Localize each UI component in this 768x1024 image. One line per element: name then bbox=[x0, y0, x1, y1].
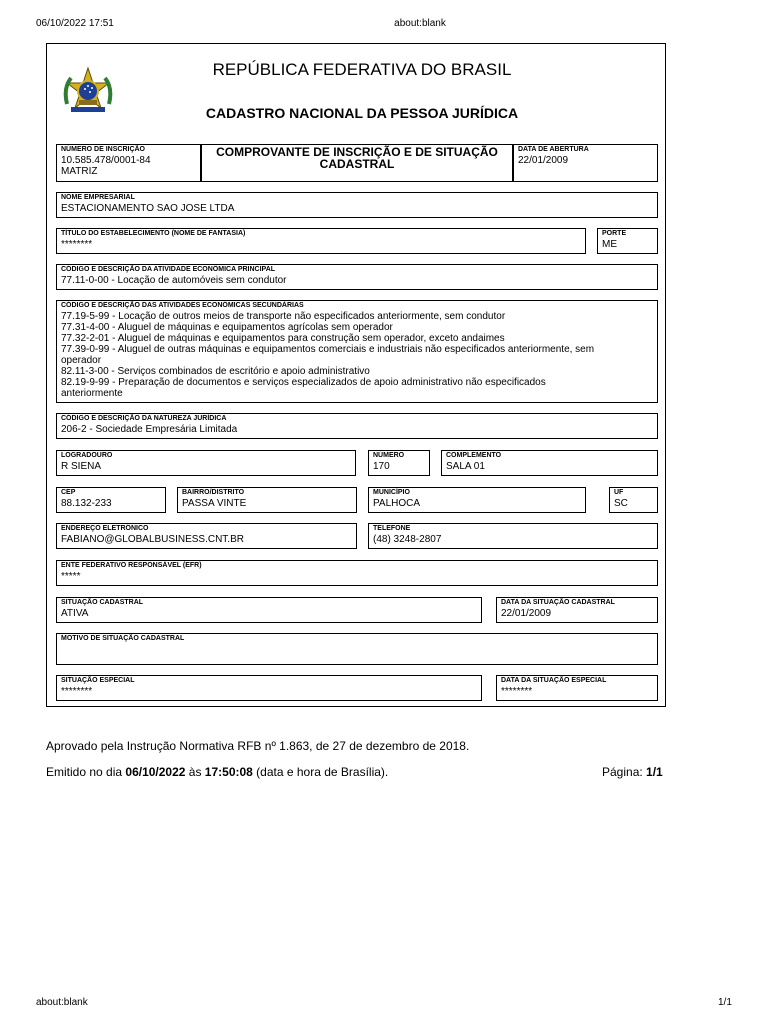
municipio-box bbox=[368, 487, 586, 513]
nome-box bbox=[56, 192, 658, 218]
document-title: REPÚBLICA FEDERATIVA DO BRASIL bbox=[212, 60, 512, 79]
porte-box bbox=[597, 228, 658, 254]
fantasia-box bbox=[56, 228, 586, 254]
abertura-label: DATA DE ABERTURA bbox=[518, 146, 589, 153]
atividade-secundaria-line: 77.31-4-00 - Aluguel de máquinas e equipamentos agrícolas sem operador bbox=[61, 322, 393, 333]
pagina-note bbox=[602, 765, 663, 779]
inscricao-type: MATRIZ bbox=[61, 166, 98, 177]
motivo-box bbox=[56, 633, 658, 665]
data-situacao-box bbox=[496, 597, 658, 623]
situacao-especial-value: ******** bbox=[61, 686, 93, 697]
pagina-value: 1/1 bbox=[646, 765, 663, 779]
uf-box bbox=[609, 487, 658, 513]
atividade-secundaria-line: operador bbox=[61, 355, 102, 366]
emitido-mid: às bbox=[185, 765, 205, 779]
atividade-principal-value: 77.11-0-00 - Locação de automóveis sem condutor bbox=[61, 275, 287, 286]
atividade-secundaria-line: 77.32-2-01 - Aluguel de máquinas e equipamentos para construção sem operador, exceto andaimes bbox=[61, 333, 505, 344]
data-situacao-label: DATA DA SITUAÇÃO CADASTRAL bbox=[501, 599, 615, 606]
numero-box bbox=[368, 450, 430, 476]
situacao-label: SITUAÇÃO CADASTRAL bbox=[61, 599, 144, 606]
logradouro-value: R SIENA bbox=[61, 461, 102, 472]
efr-label: ENTE FEDERATIVO RESPONSÁVEL (EFR) bbox=[61, 562, 202, 569]
atividade-secundaria-line: anteriormente bbox=[61, 388, 123, 399]
print-footer-page: 1/1 bbox=[718, 997, 732, 1008]
efr-box bbox=[56, 560, 658, 586]
print-footer-url: about:blank bbox=[36, 997, 88, 1008]
telefone-box bbox=[368, 523, 658, 549]
nome-label: NOME EMPRESARIAL bbox=[61, 194, 135, 201]
natureza-box bbox=[56, 413, 658, 439]
print-title: about:blank bbox=[394, 18, 446, 29]
aprovado-note: Aprovado pela Instrução Normativa RFB nº 1.863, de 27 de dezembro de 2018. bbox=[46, 739, 470, 753]
inscricao-box bbox=[56, 144, 201, 182]
emitido-prefix: Emitido no dia bbox=[46, 765, 126, 779]
cnpj-document bbox=[46, 43, 666, 707]
fantasia-label: TÍTULO DO ESTABELECIMENTO (NOME DE FANTASIA) bbox=[61, 230, 246, 237]
inscricao-number: 10.585.478/0001-84 bbox=[61, 155, 151, 166]
natureza-value: 206-2 - Sociedade Empresária Limitada bbox=[61, 424, 238, 435]
numero-value: 170 bbox=[373, 461, 390, 472]
emitido-note bbox=[46, 765, 388, 779]
atividade-secundaria-line: 77.19-5-99 - Locação de outros meios de transporte não especificados anteriormente, sem condutor bbox=[61, 311, 506, 322]
telefone-label: TELEFONE bbox=[373, 525, 411, 532]
data-situacao-value: 22/01/2009 bbox=[501, 608, 552, 619]
email-label: ENDEREÇO ELETRÔNICO bbox=[61, 525, 149, 532]
municipio-value: PALHOCA bbox=[373, 498, 421, 509]
atividades-secundarias-box bbox=[56, 300, 658, 403]
data-situacao-especial-label: DATA DA SITUAÇÃO ESPECIAL bbox=[501, 677, 607, 684]
emitido-date: 06/10/2022 bbox=[125, 765, 186, 779]
complemento-box bbox=[441, 450, 658, 476]
municipio-label: MUNICÍPIO bbox=[373, 489, 410, 496]
pagina-label: Página: bbox=[602, 765, 647, 779]
situacao-especial-box bbox=[56, 675, 482, 701]
atividade-principal-label: CÓDIGO E DESCRIÇÃO DA ATIVIDADE ECONÔMICA PRINCIPAL bbox=[61, 266, 276, 273]
cep-box bbox=[56, 487, 166, 513]
data-situacao-especial-box bbox=[496, 675, 658, 701]
logradouro-label: LOGRADOURO bbox=[61, 452, 113, 459]
logradouro-box bbox=[56, 450, 356, 476]
porte-label: PORTE bbox=[602, 230, 627, 237]
complemento-label: COMPLEMENTO bbox=[446, 452, 502, 459]
emitido-suffix: (data e hora de Brasília). bbox=[252, 765, 389, 779]
abertura-value: 22/01/2009 bbox=[518, 155, 569, 166]
telefone-value: (48) 3248-2807 bbox=[373, 534, 442, 545]
email-box bbox=[56, 523, 357, 549]
atividades-secundarias-label: CÓDIGO E DESCRIÇÃO DAS ATIVIDADES ECONÔMICAS SECUNDÁRIAS bbox=[61, 302, 304, 309]
atividade-principal-box bbox=[56, 264, 658, 290]
comprovante-box bbox=[201, 144, 513, 182]
natureza-label: CÓDIGO E DESCRIÇÃO DA NATUREZA JURÍDICA bbox=[61, 415, 227, 422]
efr-value: ***** bbox=[61, 571, 81, 582]
print-datetime: 06/10/2022 17:51 bbox=[36, 18, 114, 29]
bairro-label: BAIRRO/DISTRITO bbox=[182, 489, 245, 496]
email-value: FABIANO@GLOBALBUSINESS.CNT.BR bbox=[61, 534, 244, 545]
situacao-value: ATIVA bbox=[61, 608, 89, 619]
emitido-time: 17:50:08 bbox=[204, 765, 253, 779]
document-subtitle: CADASTRO NACIONAL DA PESSOA JURÍDICA bbox=[205, 105, 519, 121]
atividade-secundaria-line: 82.19-9-99 - Preparação de documentos e serviços especializados de apoio administrativo não especificados bbox=[61, 377, 546, 388]
bairro-box bbox=[177, 487, 357, 513]
coat-of-arms-logo bbox=[61, 66, 115, 116]
porte-value: ME bbox=[602, 239, 617, 250]
situacao-box bbox=[56, 597, 482, 623]
atividade-secundaria-line: 77.39-0-99 - Aluguel de outras máquinas e equipamentos comerciais e industriais não especificados anteriormente, sem bbox=[61, 344, 595, 355]
complemento-value: SALA 01 bbox=[446, 461, 485, 472]
nome-value: ESTACIONAMENTO SAO JOSE LTDA bbox=[61, 203, 235, 214]
abertura-box bbox=[513, 144, 658, 182]
data-situacao-especial-value: ******** bbox=[501, 686, 533, 697]
situacao-especial-label: SITUAÇÃO ESPECIAL bbox=[61, 677, 135, 684]
fantasia-value: ******** bbox=[61, 239, 93, 250]
motivo-label: MOTIVO DE SITUAÇÃO CADASTRAL bbox=[61, 635, 185, 642]
inscricao-label: NÚMERO DE INSCRIÇÃO bbox=[61, 146, 146, 153]
atividade-secundaria-line: 82.11-3-00 - Serviços combinados de escritório e apoio administrativo bbox=[61, 366, 370, 377]
uf-label: UF bbox=[614, 489, 624, 496]
comprovante-title-line1: COMPROVANTE DE INSCRIÇÃO E DE SITUAÇÃO bbox=[216, 145, 498, 159]
bairro-value: PASSA VINTE bbox=[182, 498, 247, 509]
numero-label: NÚMERO bbox=[373, 452, 405, 459]
uf-value: SC bbox=[614, 498, 628, 509]
cep-value: 88.132-233 bbox=[61, 498, 112, 509]
cep-label: CEP bbox=[61, 489, 76, 496]
comprovante-title-line2: CADASTRAL bbox=[319, 157, 395, 171]
